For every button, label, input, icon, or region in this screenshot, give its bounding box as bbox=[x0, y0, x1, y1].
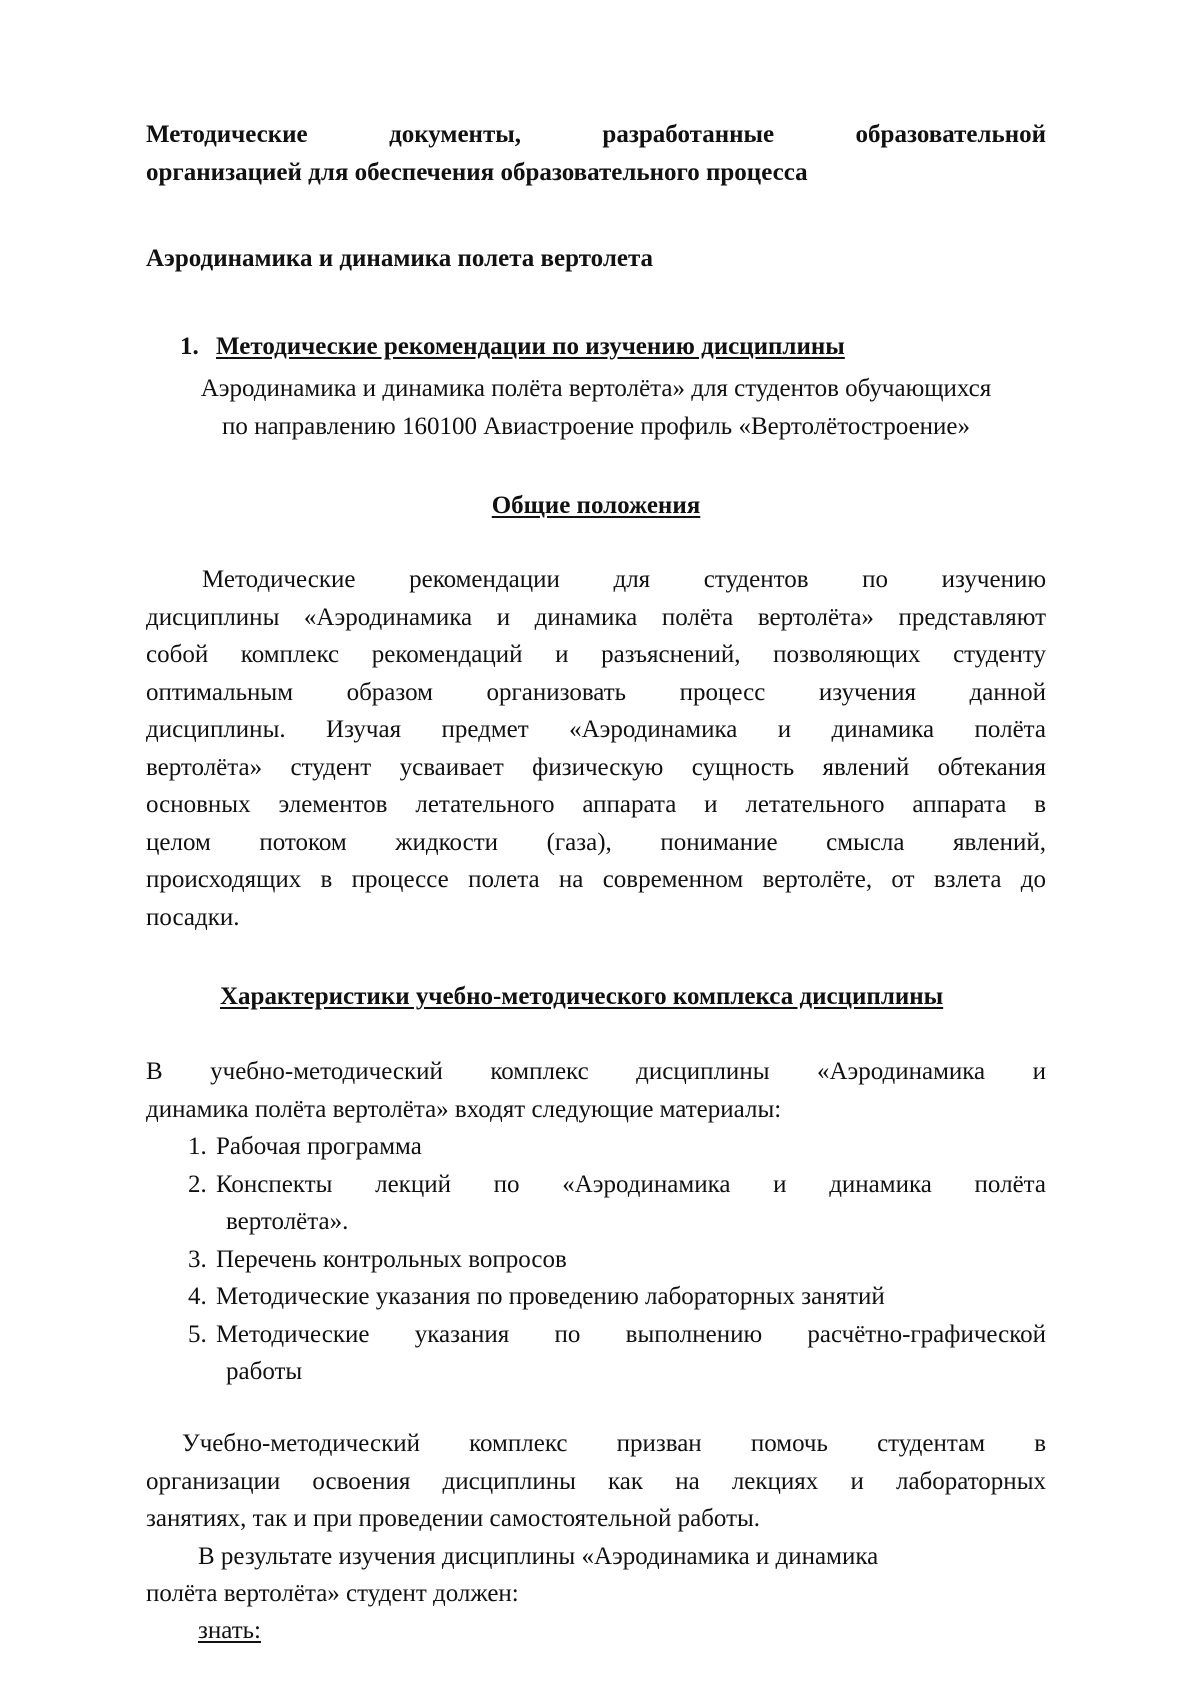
umk-intro-line-1: В учебно-методический комплекс дисциплины «Аэродинамика и bbox=[146, 1058, 1046, 1085]
paragraph-line: собой комплекс рекомендаций и разъяснений, позволяющих студенту bbox=[146, 641, 1046, 668]
section-1-description-line-2: по направлению 160100 Авиастроение профиль «Вертолётостроение» bbox=[221, 412, 971, 440]
document-title bbox=[146, 116, 1046, 191]
list-item-number: 2. bbox=[188, 1170, 207, 1198]
list-item-text-wrap bbox=[216, 1166, 1046, 1241]
section-1-title: Методические рекомендации по изучению дисциплины bbox=[216, 333, 845, 360]
title-word: документы, bbox=[389, 121, 522, 148]
section-1-number: 1. bbox=[180, 333, 199, 360]
umk-materials-list bbox=[188, 1128, 1046, 1391]
paragraph-line: посадки. bbox=[146, 903, 240, 931]
list-item-text: Методические указания по проведению лабораторных занятий bbox=[216, 1283, 885, 1310]
list-item-text-wrap bbox=[216, 1316, 1046, 1391]
umk-purpose-paragraph bbox=[146, 1425, 1046, 1613]
list-item-number: 3. bbox=[188, 1245, 207, 1273]
list-item-number: 1. bbox=[188, 1133, 207, 1160]
list-item-text: Рабочая программа bbox=[216, 1133, 422, 1160]
paragraph-line: дисциплины. Изучая предмет «Аэродинамика и динамика полёта bbox=[146, 716, 1046, 743]
general-provisions-heading: Общие положения bbox=[491, 492, 701, 519]
title-word: разработанные bbox=[602, 121, 775, 148]
list-item-number: 5. bbox=[188, 1320, 207, 1348]
document-title-line-1 bbox=[146, 116, 1046, 154]
title-word: образовательной bbox=[855, 121, 1047, 148]
umk-intro-line-2: динамика полёта вертолёта» входят следующие материалы: bbox=[146, 1095, 782, 1123]
paragraph-line: Методические рекомендации для студентов по изучению bbox=[202, 566, 1046, 593]
paragraph-line: вертолёта» студент усваивает физическую сущность явлений обтекания bbox=[146, 753, 1046, 781]
list-item bbox=[188, 1278, 1046, 1316]
paragraph-line: основных элементов летательного аппарата и летательного аппарата в bbox=[146, 791, 1046, 818]
umk-characteristics-heading: Характеристики учебно-методического комплекса дисциплины bbox=[220, 983, 944, 1010]
paragraph-line: оптимальным образом организовать процесс изучения данной bbox=[146, 678, 1046, 706]
section-1-description bbox=[146, 370, 1046, 445]
section-1-description-line-1: Аэродинамика и динамика полёта вертолёта» для студентов обучающихся bbox=[200, 375, 992, 402]
list-item bbox=[188, 1316, 1046, 1391]
paragraph-line: дисциплины «Аэродинамика и динамика полёта вертолёта» представляют bbox=[146, 603, 1046, 631]
list-item bbox=[188, 1241, 1046, 1279]
paragraph-line: целом потоком жидкости (газа), понимание смысла явлений, bbox=[146, 828, 1046, 856]
list-item-text: Перечень контрольных вопросов bbox=[216, 1245, 567, 1273]
paragraph-line: В результате изучения дисциплины «Аэродинамика и динамика bbox=[198, 1542, 879, 1570]
document-title-line-2: организацией для обеспечения образовательного процесса bbox=[146, 158, 808, 186]
know-label: знать: bbox=[198, 1617, 261, 1644]
list-item-text: Конспекты лекций по «Аэродинамика и динамика полёта bbox=[216, 1170, 1046, 1198]
list-item bbox=[188, 1128, 1046, 1166]
paragraph-line: Учебно-методический комплекс призван помочь студентам в bbox=[182, 1430, 1046, 1457]
list-item-text: Методические указания по выполнению расчётно-графической bbox=[216, 1320, 1046, 1348]
paragraph-line: занятиях, так и при проведении самостоятельной работы. bbox=[146, 1505, 761, 1532]
paragraph-line: происходящих в процессе полета на современном вертолёте, от взлета до bbox=[146, 866, 1046, 893]
general-provisions-paragraph bbox=[146, 561, 1046, 936]
paragraph-line: полёта вертолёта» студент должен: bbox=[146, 1580, 519, 1607]
title-word: Методические bbox=[146, 121, 308, 148]
list-item-continuation: работы bbox=[226, 1358, 303, 1385]
list-item bbox=[188, 1166, 1046, 1241]
section-1-heading bbox=[180, 328, 980, 366]
list-item-continuation: вертолёта». bbox=[226, 1208, 349, 1235]
list-item-number: 4. bbox=[188, 1283, 207, 1310]
umk-intro bbox=[146, 1053, 1046, 1128]
subject-title: Аэродинамика и динамика полета вертолета bbox=[146, 245, 654, 272]
paragraph-line: организации освоения дисциплины как на лекциях и лабораторных bbox=[146, 1467, 1046, 1495]
